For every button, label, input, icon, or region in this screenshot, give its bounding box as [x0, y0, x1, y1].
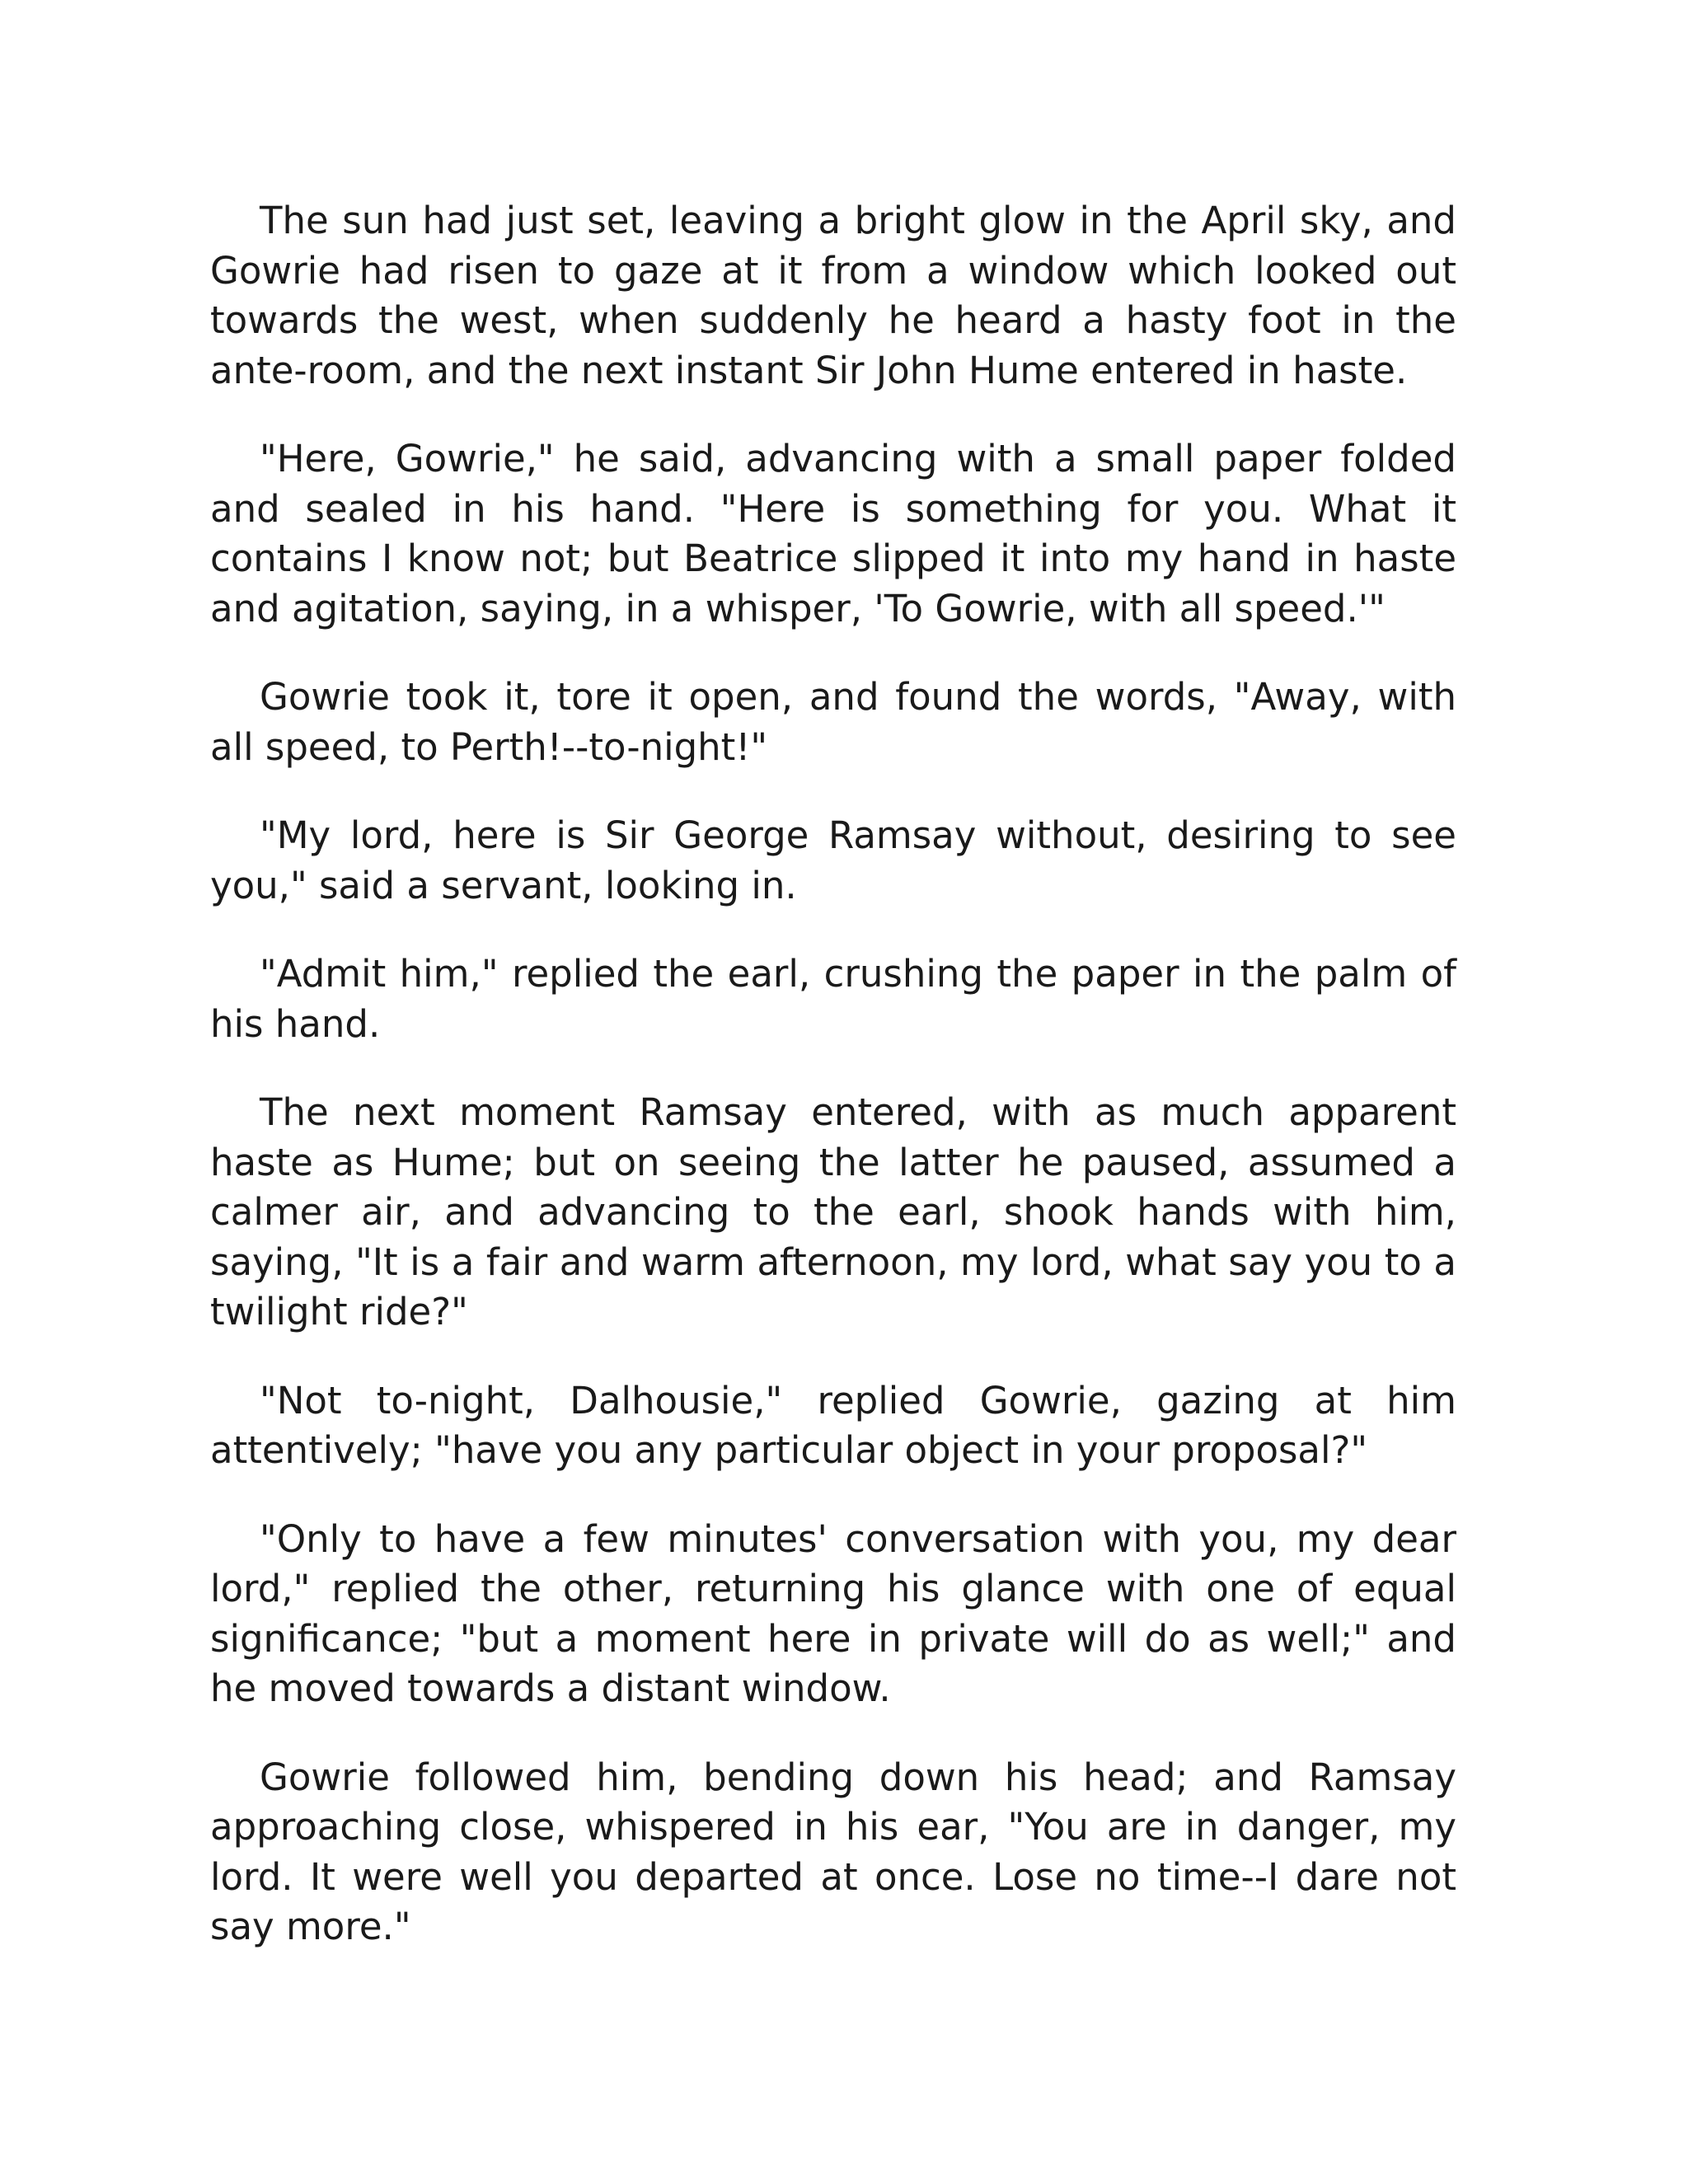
body-text [210, 196, 1456, 1991]
paragraph: Gowrie took it, tore it open, and found the words, "Away, with all speed, to Perth!--to-night!" [210, 675, 1456, 769]
paragraph: The next moment Ramsay entered, with as much apparent haste as Hume; but on seeing the latter he paused, assumed a calmer air, and advancing to the earl, shook hands with him, saying, "It is a fair and warm afternoon, my lord, what say you to a twilight ride?" [210, 1090, 1456, 1333]
paragraph: "Admit him," replied the earl, crushing the paper in the palm of his hand. [210, 952, 1456, 1046]
paragraph: "Only to have a few minutes' conversation with you, my dear lord," replied the other, returning his glance with one of equal significance; "but a moment here in private will do as well;" and he moved towards a distant window. [210, 1516, 1456, 1710]
paragraph: "My lord, here is Sir George Ramsay without, desiring to see you," said a servant, looking in. [210, 813, 1456, 907]
paragraph: "Not to-night, Dalhousie," replied Gowrie, gazing at him attentively; "have you any particular object in your proposal?" [210, 1378, 1456, 1472]
paragraph: Gowrie followed him, bending down his head; and Ramsay approaching close, whispered in his ear, "You are in danger, my lord. It were well you departed at once. Lose no time--I dare not say more." [210, 1755, 1456, 1948]
paragraph: The sun had just set, leaving a bright glow in the April sky, and Gowrie had risen to gaze at it from a window which looked out towards the west, when suddenly he heard a hasty foot in the ante-room, and the next instant Sir John Hume entered in haste. [210, 199, 1456, 392]
paragraph: "Here, Gowrie," he said, advancing with a small paper folded and sealed in his hand. "Here is something for you. What it contains I know not; but Beatrice slipped it into my hand in haste and agitation, saying, in a whisper, 'To Gowrie, with all speed.'" [210, 437, 1456, 630]
